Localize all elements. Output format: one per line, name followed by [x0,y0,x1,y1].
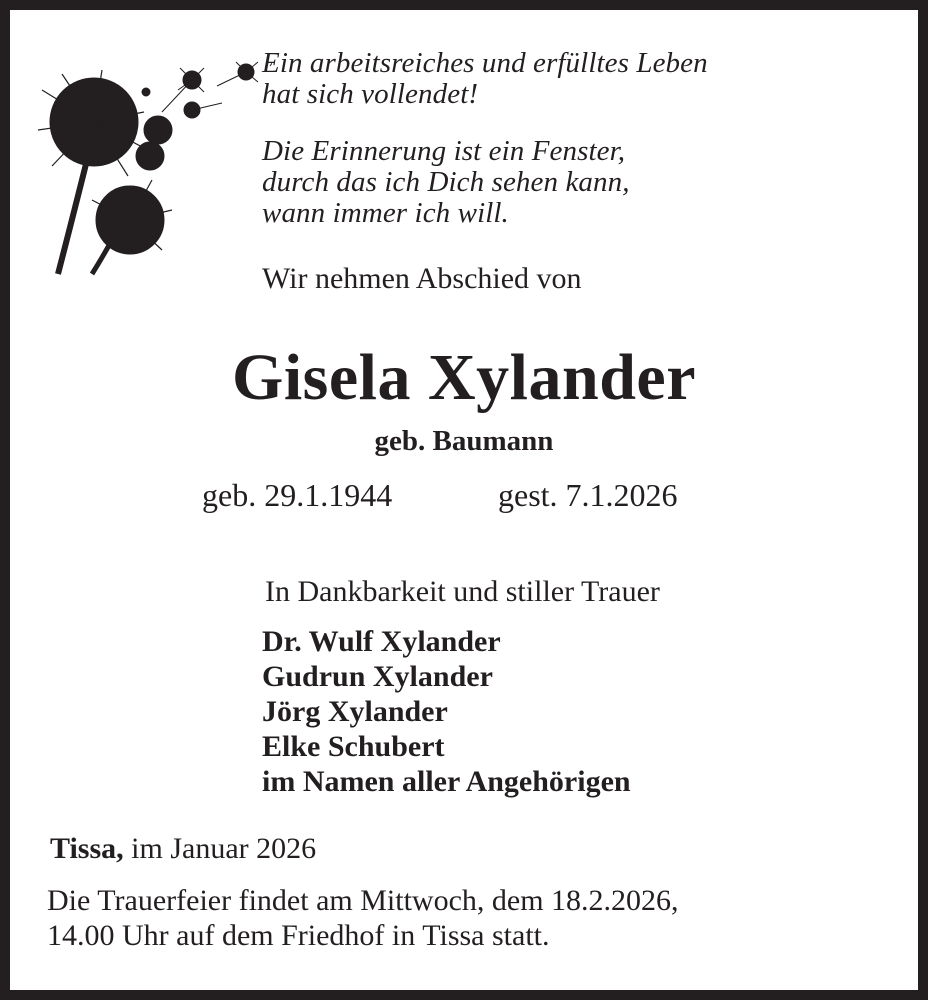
poem-line: durch das ich Dich sehen kann, [262,166,630,198]
place-date-line [50,832,316,866]
town: Tissa, [50,832,124,865]
mourner: Elke Schubert [262,730,445,763]
mourner: Gudrun Xylander [262,660,493,693]
birth-date: geb. 29.1.1944 [202,477,393,513]
maiden-name: geb. Baumann [374,425,554,457]
poem-line: wann immer ich will. [262,197,509,229]
mourner: Jörg Xylander [262,695,448,728]
mourners-list [262,624,631,799]
service-line: Die Trauerfeier findet am Mittwoch, dem 18.2.2026, [47,884,679,917]
funeral-service-info [47,883,679,953]
poem-line: Ein arbeitsreiches und erfülltes Leben [262,47,708,79]
poem-line: hat sich vollendet! [262,78,479,110]
service-line: 14.00 Uhr auf dem Friedhof in Tissa statt. [47,919,550,952]
date-text: im Januar 2026 [123,832,317,865]
poem-stanza-1 [262,48,708,110]
farewell-line: Wir nehmen Abschied von [262,262,582,295]
poem-line: Die Erinnerung ist ein Fenster, [262,135,626,167]
mourner: Dr. Wulf Xylander [262,625,501,658]
obituary-notice [10,10,918,990]
poem-stanza-2 [262,136,630,229]
mourner: im Namen aller Angehörigen [262,765,631,798]
deceased-name: Gisela Xylander [232,341,696,414]
grief-line: In Dankbarkeit und stiller Trauer [265,575,660,608]
death-date: gest. 7.1.2026 [498,477,678,513]
dandelion-icon [32,30,272,280]
